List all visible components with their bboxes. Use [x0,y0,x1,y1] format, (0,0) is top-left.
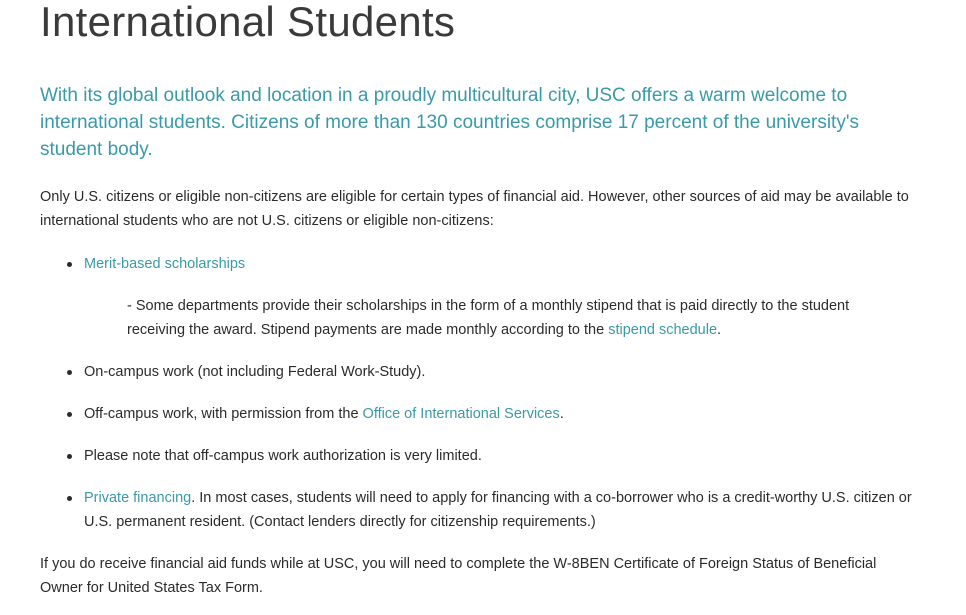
merit-scholarships-link[interactable]: Merit-based scholarships [84,256,246,272]
list-item-on-campus [40,360,920,384]
stipend-note [127,294,887,342]
bullet-icon [67,412,72,417]
international-services-link[interactable]: Office of International Services [362,406,560,422]
lead-paragraph: With its global outlook and location in a proudly multicultural city, USC offers a warm welcome to international students. Citizens of more than 130 countries comprise 17 percent of the university's student body. [40,85,859,160]
bullet-icon [67,454,72,459]
bullet-icon [67,370,72,375]
intro-paragraph: Only U.S. citizens or eligible non-citizens are eligible for certain types of financial aid. However, other sources of aid may be available to international students who are not U.S. citizens or eligible non-citizens: [40,189,909,229]
list-item-private-financing [40,486,920,534]
list-item-note [40,444,920,468]
stipend-schedule-link[interactable]: stipend schedule [608,322,718,338]
bullet-icon [67,262,72,267]
private-financing-text: . In most cases, students will need to apply for financing with a co-borrower who is a credit-worthy U.S. citizen or U.S. permanent resident. (Contact lenders directly for citizenship requirements.) [84,490,912,530]
list-item-merit [40,252,920,276]
private-financing-link[interactable]: Private financing [84,490,192,506]
page-title: International Students [40,0,456,45]
off-campus-end: . [559,406,564,422]
stipend-note-text: - Some departments provide their scholarships in the form of a monthly stipend that is paid directly to the student receiving the award. Stipend payments are made monthly according to the [127,298,850,338]
work-authorization-note: Please note that off-campus work authorization is very limited. [84,448,482,464]
on-campus-text: On-campus work (not including Federal Work-Study). [84,364,426,380]
off-campus-text: Off-campus work, with permission from the [84,406,363,422]
list-item-merit-note [40,294,920,342]
aid-sources-list [40,252,920,534]
list-item-off-campus [40,402,920,426]
stipend-note-end: . [717,322,722,338]
outro-paragraph: If you do receive financial aid funds while at USC, you will need to complete the W-8BEN Certificate of Foreign Status of Beneficial Owner for United States Tax Form. [40,556,877,596]
bullet-icon [67,496,72,501]
